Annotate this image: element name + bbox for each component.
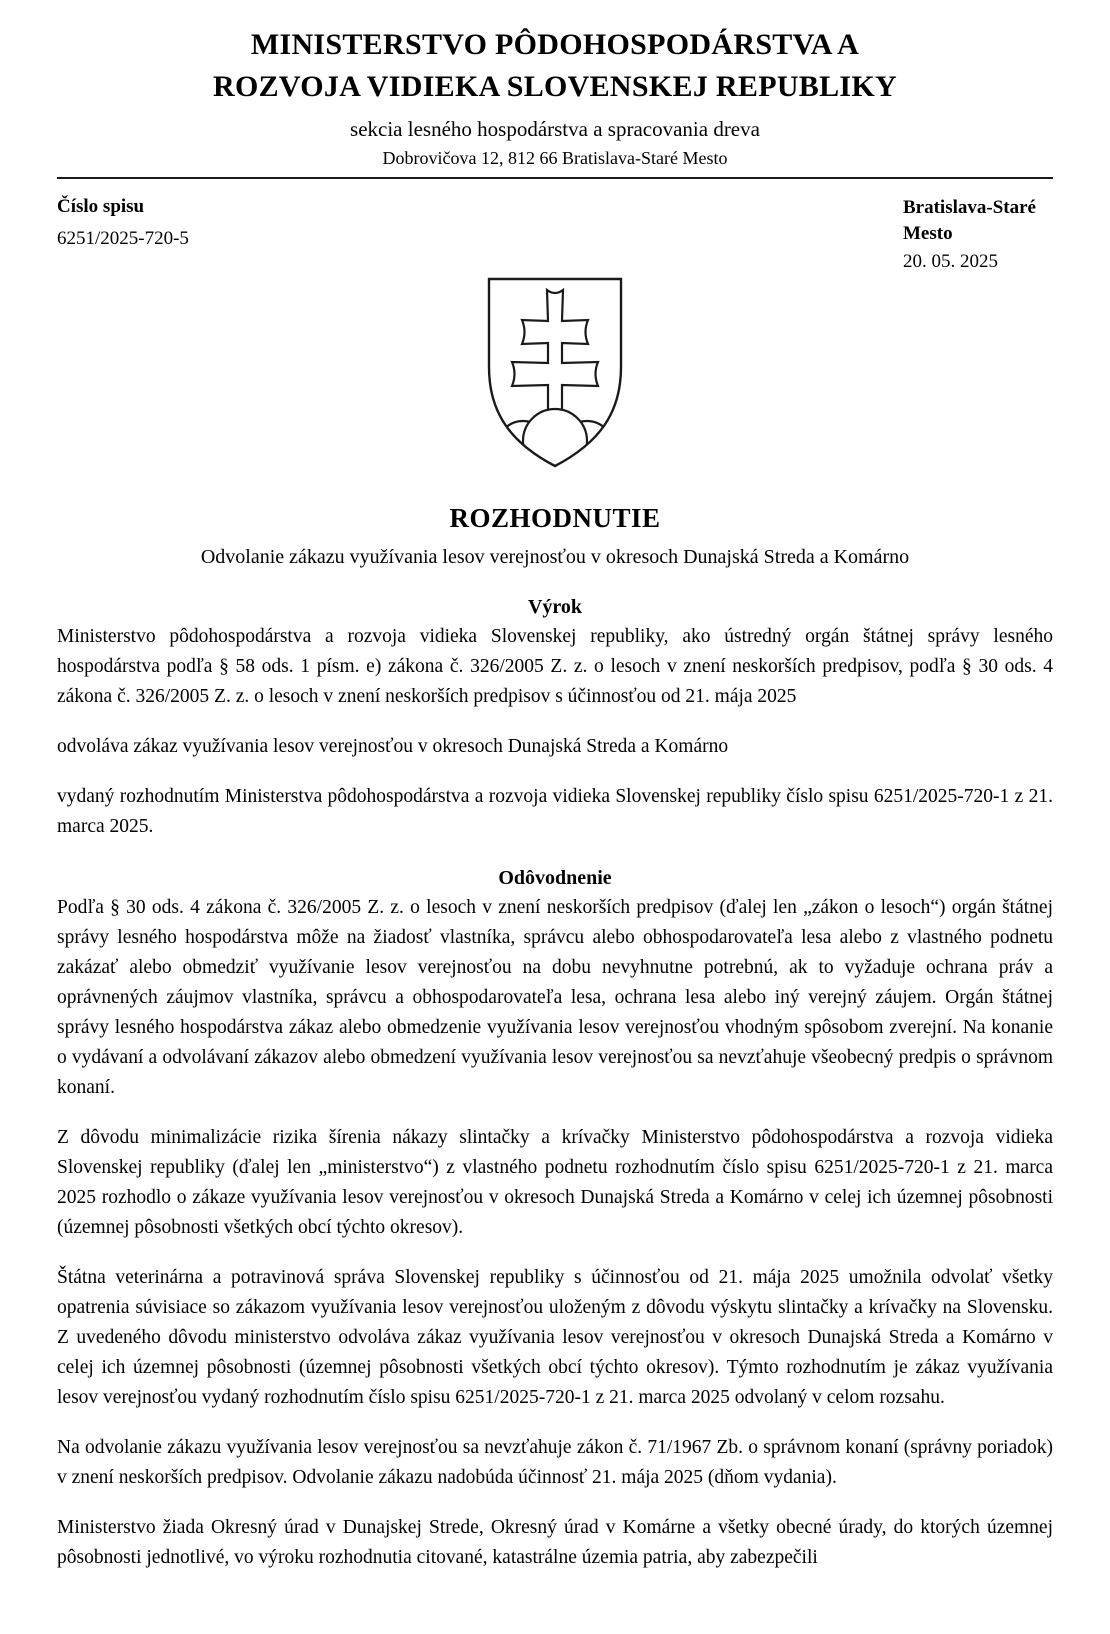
verdict-paragraph: odvoláva zákaz využívania lesov verejnosťou v okresoch Dunajská Streda a Komárno [57, 736, 729, 757]
file-number-label: Číslo spisu [57, 196, 145, 217]
verdict-paragraph: Ministerstvo pôdohospodárstva a rozvoja vidieka Slovenskej republiky, ako ústredný orgán štátnej správy lesného hospodárstva podľa § 58 ods. 1 písm. e) zákona č. 326/2005 Z. z. o lesoch v znení neskorších predpisov, podľa § 30 ods. 4 zákona č. 326/2005 Z. z. o lesoch v znení neskorších predpisov s účinnosťou od 21. mája 2025 [57, 626, 1053, 707]
address-line: Dobrovičova 12, 812 66 Bratislava-Staré Mesto [382, 148, 728, 168]
ministry-title [0, 24, 1110, 108]
letterhead [0, 0, 1110, 170]
document-body [0, 592, 1110, 1573]
decision-title: ROZHODNUTIE [449, 503, 661, 533]
ministry-title-line1: MINISTERSTVO PÔDOHOSPODÁRSTVA A [250, 28, 860, 61]
file-number-block [57, 195, 189, 275]
file-number-value: 6251/2025-720-5 [57, 228, 189, 249]
header-divider [57, 177, 1053, 179]
issue-date: 20. 05. 2025 [903, 251, 998, 272]
reasoning-paragraph: Podľa § 30 ods. 4 zákona č. 326/2005 Z. z. o lesoch v znení neskorších predpisov (ďalej len „zákon o lesoch“) orgán štátnej správy lesného hospodárstva môže na žiadosť vlastníka, správcu alebo obhospodarovateľa lesa alebo z vlastného podnetu zakázať alebo obmedziť využívanie lesov verejnosťou na dobu nevyhnutne potrebnú, ak to vyžaduje ochrana práv a oprávnených záujmov vlastníka, správcu a obhospodarovateľa lesa, ochrana lesa alebo iný verejný záujem. Orgán štátnej správy lesného hospodárstva zákaz alebo obmedzenie využívania lesov verejnosťou vhodným spôsobom zverejní. Na konanie o vydávaní a odvolávaní zákazov alebo obmedzení využívania lesov verejnosťou sa nevzťahuje všeobecný predpis o správnom konaní. [57, 897, 1053, 1098]
ministry-title-line2: ROZVOJA VIDIEKA SLOVENSKEJ REPUBLIKY [213, 70, 897, 103]
reasoning-paragraph: Na odvolanie zákazu využívania lesov verejnosťou sa nevzťahuje zákon č. 71/1967 Zb. o správnom konaní (správny poriadok) v znení neskorších predpisov. Odvolanie zákazu nadobúda účinnosť 21. mája 2025 (dňom vydania). [57, 1437, 1053, 1488]
reasoning-paragraph: Z dôvodu minimalizácie rizika šírenia nákazy slintačky a krívačky Ministerstvo pôdohospodárstva a rozvoja vidieka Slovenskej republiky (ďalej len „ministerstvo“) z vlastného podnetu rozhodnutím číslo spisu 6251/2025-720-1 z 21. marca 2025 rozhodlo o zákaze využívania lesov verejnosťou v okresoch Dunajská Streda a Komárno v celej ich územnej pôsobnosti (územnej pôsobnosti všetkých obcí týchto okresov). [57, 1127, 1053, 1238]
slovak-coat-of-arms-icon [485, 275, 625, 471]
reasoning-paragraph: Štátna veterinárna a potravinová správa Slovenskej republiky s účinnosťou od 21. mája 2025 umožnila odvolať všetky opatrenia súvisiace so zákazom využívania lesov verejnosťou uloženým z dôvodu výskytu slintačky a krívačky na Slovensku. Z uvedeného dôvodu ministerstvo odvoláva zákaz využívania lesov verejnosťou v okresoch Dunajská Streda a Komárno v celej ich územnej pôsobnosti (územnej pôsobnosti všetkých obcí týchto okresov). Týmto rozhodnutím je zákaz využívania lesov verejnosťou vydaný rozhodnutím číslo spisu 6251/2025-720-1 z 21. marca 2025 odvolaný v celom rozsahu. [57, 1267, 1053, 1408]
verdict-paragraph: vydaný rozhodnutím Ministerstva pôdohospodárstva a rozvoja vidieka Slovenskej republiky číslo spisu 6251/2025-720-1 z 21. marca 2025. [57, 786, 1053, 837]
reasoning-paragraph: Ministerstvo žiada Okresný úrad v Dunajskej Strede, Okresný úrad v Komárne a všetky obecné úrady, do ktorých územnej pôsobnosti jednotlivé, vo výroku rozhodnutia citované, katastrálne územia patria, aby zabezpečili [57, 1517, 1053, 1568]
section-name: sekcia lesného hospodárstva a spracovania dreva [350, 117, 760, 141]
issue-place: Bratislava-Staré Mesto [903, 197, 1036, 244]
meta-row [0, 195, 1110, 275]
place-date-block [903, 195, 1053, 275]
reasoning-heading: Odôvodnenie [498, 867, 612, 889]
verdict-heading: Výrok [527, 596, 583, 618]
decision-subtitle: Odvolanie zákazu využívania lesov verejnosťou v okresoch Dunajská Streda a Komárno [200, 546, 910, 568]
